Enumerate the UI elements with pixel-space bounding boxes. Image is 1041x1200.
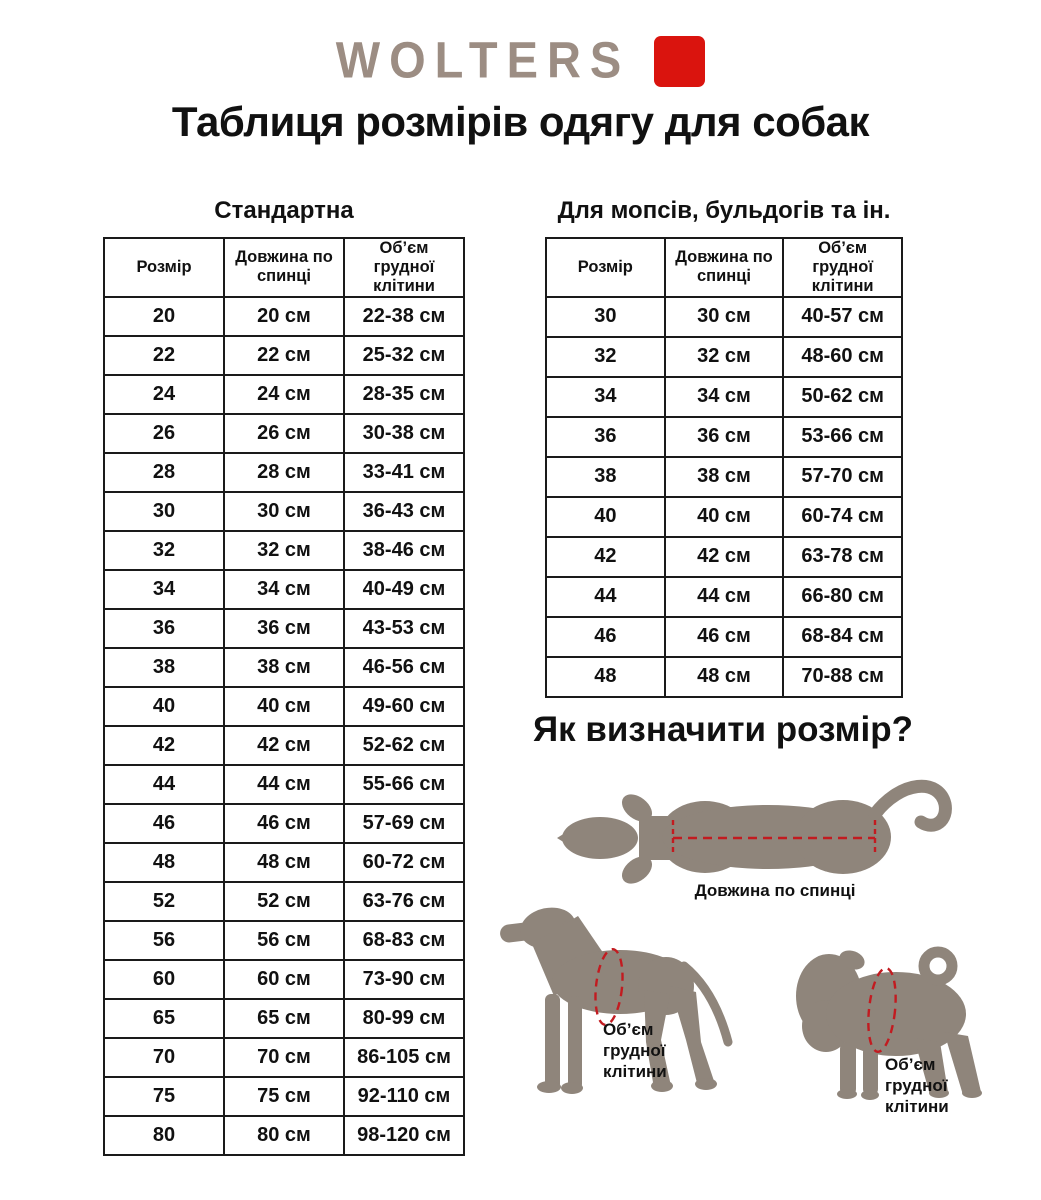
guide-heading: Як визначити розмір? [533,710,913,749]
table-cell: 36-43 см [344,492,464,531]
table-row [546,457,902,497]
table-cell: 34 [104,570,224,609]
table-cell: 36 [546,417,665,457]
table-row [104,531,464,570]
table-cell: 26 [104,414,224,453]
table-cell: 46 см [224,804,344,843]
table-cell: 53-66 см [783,417,902,457]
table-cell: 60-72 см [344,843,464,882]
chest-label-large-dog [603,1019,667,1082]
table-row [104,648,464,687]
chest-label-line: клітини [885,1097,949,1116]
table-cell: 32 см [224,531,344,570]
table-cell: 38-46 см [344,531,464,570]
back-length-label: Довжина по спинці [694,881,856,900]
table-cell: 48-60 см [783,337,902,377]
table-cell: 25-32 см [344,336,464,375]
table-cell: 26 см [224,414,344,453]
table-cell: 40 [546,497,665,537]
table-cell: 50-62 см [783,377,902,417]
standard-size-table [103,237,465,1156]
table-row [546,657,902,697]
table-cell: 33-41 см [344,453,464,492]
brand-logo-square-icon [654,36,705,87]
table-cell: 70-88 см [783,657,902,697]
table-row [104,414,464,453]
table-cell: 32 [104,531,224,570]
table-cell: 30-38 см [344,414,464,453]
table-row [546,497,902,537]
table-cell: 70 [104,1038,224,1077]
table-cell: 34 см [224,570,344,609]
table-cell: 20 [104,297,224,336]
standard-table-header-row [104,238,464,297]
table-cell: 40 [104,687,224,726]
dog-pug-tail [924,952,952,980]
table-cell: 48 см [665,657,784,697]
table-cell: 52 см [224,882,344,921]
pugs-table-title: Для мопсів, бульдогів та ін. [557,197,891,224]
table-cell: 44 [546,577,665,617]
column-header: Розмір [104,238,224,297]
table-cell: 40 см [665,497,784,537]
table-cell: 56 [104,921,224,960]
table-cell: 38 [104,648,224,687]
table-row [104,765,464,804]
standard-table-title: Стандартна [214,197,354,224]
table-cell: 43-53 см [344,609,464,648]
table-cell: 63-78 см [783,537,902,577]
table-row [546,377,902,417]
table-cell: 52 [104,882,224,921]
table-cell: 36 см [665,417,784,457]
table-cell: 80 [104,1116,224,1155]
table-cell: 73-90 см [344,960,464,999]
dog-top-view-tail [875,786,945,825]
table-cell: 92-110 см [344,1077,464,1116]
table-row [546,417,902,457]
table-row [104,375,464,414]
brand-logo-text: WOLTERS [335,30,631,89]
chest-label-pug [885,1054,949,1117]
column-header: Довжина по спинці [224,238,344,297]
table-cell: 40 см [224,687,344,726]
table-cell: 30 [104,492,224,531]
table-row [546,537,902,577]
table-cell: 22 [104,336,224,375]
table-cell: 57-69 см [344,804,464,843]
table-cell: 28 [104,453,224,492]
table-cell: 42 [546,537,665,577]
table-row [104,336,464,375]
table-cell: 34 см [665,377,784,417]
table-cell: 20 см [224,297,344,336]
chest-label-line: грудної [885,1076,948,1095]
table-row [104,609,464,648]
table-cell: 65 см [224,999,344,1038]
table-cell: 46-56 см [344,648,464,687]
table-cell: 65 [104,999,224,1038]
table-cell: 75 см [224,1077,344,1116]
table-cell: 80-99 см [344,999,464,1038]
column-header: Об’єм грудної клітини [783,238,902,297]
chest-label-line: Об’єм [603,1020,654,1039]
table-cell: 42 [104,726,224,765]
table-cell: 44 см [665,577,784,617]
table-cell: 42 см [665,537,784,577]
table-row [104,453,464,492]
table-cell: 28-35 см [344,375,464,414]
table-row [104,882,464,921]
table-cell: 75 [104,1077,224,1116]
table-cell: 60-74 см [783,497,902,537]
table-row [104,1038,464,1077]
table-cell: 70 см [224,1038,344,1077]
table-cell: 32 см [665,337,784,377]
pugs-table-header-row [546,238,902,297]
table-cell: 38 см [224,648,344,687]
table-cell: 30 [546,297,665,337]
table-row [104,921,464,960]
table-row [546,577,902,617]
chest-label-line: Об’єм [885,1055,936,1074]
table-row [104,960,464,999]
table-row [104,1116,464,1155]
chest-label-line: клітини [603,1062,667,1081]
table-row [104,999,464,1038]
table-cell: 46 [546,617,665,657]
table-cell: 32 [546,337,665,377]
table-cell: 80 см [224,1116,344,1155]
table-cell: 49-60 см [344,687,464,726]
table-cell: 68-84 см [783,617,902,657]
table-cell: 36 [104,609,224,648]
table-cell: 30 см [665,297,784,337]
table-cell: 38 [546,457,665,497]
table-row [546,297,902,337]
column-header: Розмір [546,238,665,297]
column-header: Довжина по спинці [665,238,784,297]
table-cell: 30 см [224,492,344,531]
table-cell: 63-76 см [344,882,464,921]
table-row [104,687,464,726]
chest-label-line: грудної [603,1041,666,1060]
table-cell: 22-38 см [344,297,464,336]
table-cell: 40-49 см [344,570,464,609]
table-cell: 24 [104,375,224,414]
table-cell: 40-57 см [783,297,902,337]
table-row [104,804,464,843]
page-title: Таблиця розмірів одягу для собак [171,98,870,145]
brand-logo [0,32,1041,87]
table-cell: 28 см [224,453,344,492]
table-cell: 34 [546,377,665,417]
table-row [104,726,464,765]
table-row [104,492,464,531]
table-row [104,843,464,882]
table-cell: 60 [104,960,224,999]
table-row [104,570,464,609]
table-cell: 46 [104,804,224,843]
table-cell: 60 см [224,960,344,999]
table-cell: 44 см [224,765,344,804]
table-cell: 42 см [224,726,344,765]
table-cell: 66-80 см [783,577,902,617]
table-cell: 55-66 см [344,765,464,804]
table-row [104,1077,464,1116]
table-cell: 86-105 см [344,1038,464,1077]
table-cell: 52-62 см [344,726,464,765]
table-cell: 22 см [224,336,344,375]
table-cell: 36 см [224,609,344,648]
table-cell: 44 [104,765,224,804]
table-cell: 56 см [224,921,344,960]
table-cell: 48 [104,843,224,882]
dog-top-view-silhouette [553,756,955,886]
table-cell: 46 см [665,617,784,657]
table-cell: 98-120 см [344,1116,464,1155]
table-cell: 48 [546,657,665,697]
table-row [104,297,464,336]
table-cell: 24 см [224,375,344,414]
table-cell: 48 см [224,843,344,882]
pugs-size-table [545,237,903,698]
column-header: Об’єм грудної клітини [344,238,464,297]
table-row [546,617,902,657]
table-cell: 57-70 см [783,457,902,497]
table-cell: 68-83 см [344,921,464,960]
table-cell: 38 см [665,457,784,497]
table-row [546,337,902,377]
